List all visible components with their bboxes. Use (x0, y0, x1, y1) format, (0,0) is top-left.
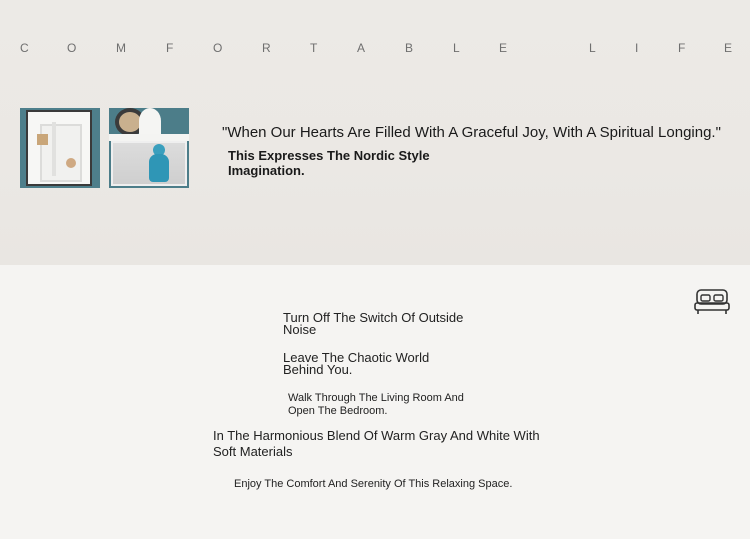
body-line-3: Walk Through The Living Room And Open The Bedroom. (288, 392, 464, 417)
body-line-2: Leave The Chaotic World Behind You. (283, 350, 430, 377)
heading-letter: F (678, 41, 686, 55)
intro-quote: "When Our Hearts Are Filled With A Graceful Joy, With A Spiritual Longing." (222, 124, 721, 141)
intro-subtitle: This Expresses The Nordic Style Imagination. (228, 148, 430, 178)
spaced-heading (0, 41, 750, 57)
bed-icon (694, 288, 730, 316)
heading-letter: T (310, 41, 318, 55)
heading-letter: M (116, 41, 126, 55)
art-dot (66, 158, 76, 168)
heading-letter: I (635, 41, 639, 55)
heading-letter: R (262, 41, 271, 55)
heading-letter: O (213, 41, 223, 55)
figurine-body (149, 154, 169, 182)
heading-letter: O (67, 41, 77, 55)
art-square (37, 134, 48, 145)
heading-letter: L (453, 41, 460, 55)
heading-letter: A (357, 41, 366, 55)
picture-frame (26, 110, 92, 186)
heading-letter: L (589, 41, 596, 55)
body-line-4: In The Harmonious Blend Of Warm Gray And White With Soft Materials (213, 428, 540, 459)
wall-art-image (20, 108, 100, 188)
frame-mat (40, 124, 82, 182)
body-line-1: Turn Off The Switch Of Outside Noise (283, 310, 464, 337)
arch-ornament (139, 108, 161, 134)
decor-shelf-image (109, 108, 189, 188)
heading-letter: C (20, 41, 29, 55)
shelf-board (109, 134, 189, 141)
blue-figurine (149, 144, 169, 182)
body-line-5: Enjoy The Comfort And Serenity Of This Relaxing Space. (234, 478, 513, 490)
heading-letter: B (405, 41, 414, 55)
heading-letter: F (166, 41, 174, 55)
heading-letter: E (724, 41, 733, 55)
art-bar (52, 122, 56, 176)
heading-letter: E (499, 41, 508, 55)
